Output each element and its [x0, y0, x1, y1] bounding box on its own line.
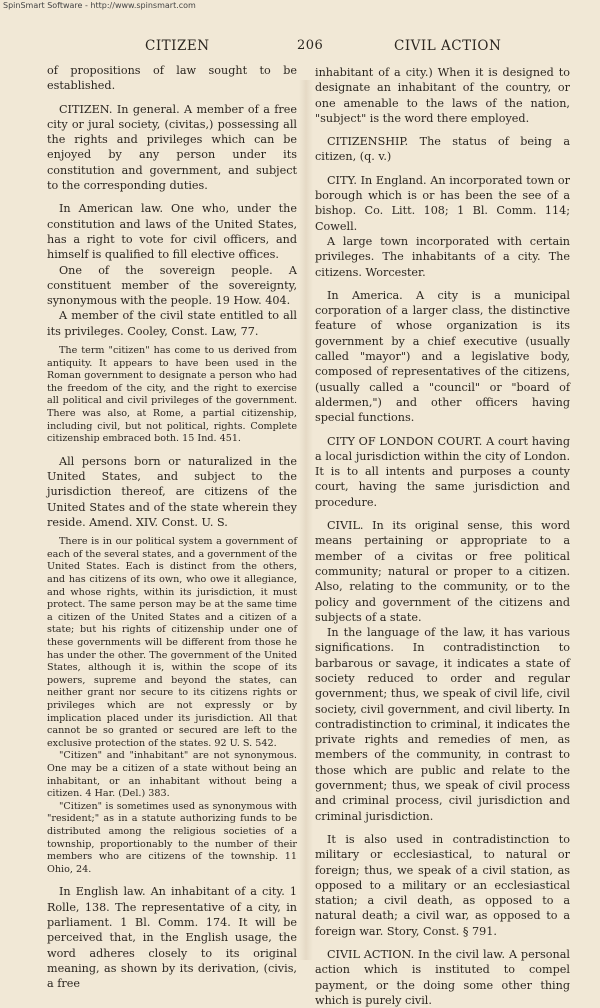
paragraph: One of the sovereign people. A constituent member of the sovereignty, synonymous with the people. 19 How. 404. — [47, 263, 297, 308]
entry-citizen: CITIZEN. In general. A member of a free city or jural society, (civitas,) possessing all the rights and privileges which can be enjoyed by any person under its constitution and government, and subject to the corresponding duties. — [47, 102, 297, 193]
paragraph: A large town incorporated with certain privileges. The inhabitants of a city. The citizens. Worcester. — [315, 234, 570, 279]
paragraph: In English law. An inhabitant of a city. 1 Rolle, 138. The representative of a city, in parliament. 1 Bl. Comm. 174. It will be perceived that, in the English usage, the word adheres closely to its original meaning, as shown by its derivation, (civis, a free — [47, 885, 297, 991]
quote-paragraph: There is in our political system a government of each of the several states, and a government of the United States. Each is distinct from the others, and has citizens of its own, who owe it allegiance, and whose rights, within its jurisdiction, it must protect. The same person may be at the same time a citizen of the United States and a citizen of a state; but his rights of citizenship under one of these governments will be different from those he has under the other. The government of the United States, although it is, within the scope of its powers, supreme and beyond the states, can neither grant nor secure to its citizens rights or privileges which are not expressly or by implication placed under its jurisdiction. All that cannot be so granted or secured are left to the exclusive protection of the states. 92 U. S. 542. — [47, 536, 297, 749]
paragraph: All persons born or naturalized in the United States, and subject to the jurisdiction thereof, are citizens of the United States and of the state wherein they reside. Amend. XIV. Const. U. S. — [47, 454, 297, 529]
quote-paragraph: "Citizen" is sometimes used as synonymous with "resident;" as in a statute authorizing funds to be distributed among the religious societies of a township, proportionably to the number of their members who are citizens of the township. 11 Ohio, 24. — [47, 800, 297, 875]
entry-civil-action: CIVIL ACTION. In the civil law. A personal action which is instituted to compel payment, or the doing some other thing which is purely civil. — [315, 948, 570, 1007]
entry-civil: CIVIL. In its original sense, this word means pertaining or appropriate to a member of a civitas or free political community; natural or proper to a citizen. Also, relating to the community, or to the policy and government of the citizens and subjects of a state. — [315, 519, 570, 624]
entry-city: CITY. In England. An incorporated town or borough which is or has been the see of a bishop. Co. Litt. 108; 1 Bl. Comm. 114; Cowell. — [315, 173, 570, 233]
right-column — [315, 65, 570, 1008]
page-crease — [299, 80, 313, 960]
paragraph: A member of the civil state entitled to all its privileges. Cooley, Const. Law, 77. — [47, 309, 297, 338]
paragraph: In American law. One who, under the constitution and laws of the United States, has a right to vote for civil officers, and himself is qualified to fill elective offices. — [47, 202, 297, 262]
paragraph: In the language of the law, it has various significations. In contradistinction to barbarous or savage, it indicates a state of society reduced to order and regular government; thus, we speak of civil life, civil society, civil government, and civil liberty. In contradistinction to criminal, it indicates the private rights and remedies of men, as members of the community, in contrast to those which are public and relate to the government; thus, we speak of civil process and criminal process, civil jurisdiction and criminal jurisdiction. — [315, 626, 570, 823]
paragraph: It is also used in contradistinction to military or ecclesiastical, to natural or foreign; thus, we speak of a civil station, as opposed to a military or an ecclesiastical station; a civil death, as opposed to a natural death; a civil war, as opposed to a foreign war. Story, Const. § 791. — [315, 832, 570, 938]
page-number: 206 — [297, 38, 324, 53]
entry-city-of-london-court: CITY OF LONDON COURT. A court having a local jurisdiction within the city of London. It is to all intents and purposes a county court, having the same jurisdiction and procedure. — [315, 434, 570, 509]
paragraph: of propositions of law sought to be established. — [47, 64, 297, 93]
quote-paragraph: The term "citizen" has come to us derived from antiquity. It appears to have been used in the Roman government to designate a person who had the freedom of the city, and the right to exercise all political and civil privileges of the government. There was also, at Rome, a partial citizenship, including civil, but not political, rights. Complete citizenship embraced both. 15 Ind. 451. — [47, 345, 297, 445]
left-column — [47, 63, 297, 991]
watermark: SpinSmart Software - http://www.spinsmart.com — [3, 1, 196, 10]
quote-paragraph: "Citizen" and "inhabitant" are not synonymous. One may be a citizen of a state without being an inhabitant, or an inhabitant without being a citizen. 4 Har. (Del.) 383. — [47, 750, 297, 800]
paragraph: In America. A city is a municipal corporation of a larger class, the distinctive feature of whose organization is its government by a chief executive (usually called "mayor") and a legislative body, composed of representatives of the citizens, (usually called a "council" or "board of aldermen,") and other officers having special functions. — [315, 288, 570, 425]
header-left-term: CITIZEN — [145, 38, 210, 54]
paragraph: inhabitant of a city.) When it is designed to designate an inhabitant of the country, or one amenable to the laws of the nation, "subject" is the word there employed. — [315, 66, 570, 125]
header-right-term: CIVIL ACTION — [394, 38, 502, 54]
entry-citizenship: CITIZENSHIP. The status of being a citizen, (q. v.) — [315, 135, 570, 164]
